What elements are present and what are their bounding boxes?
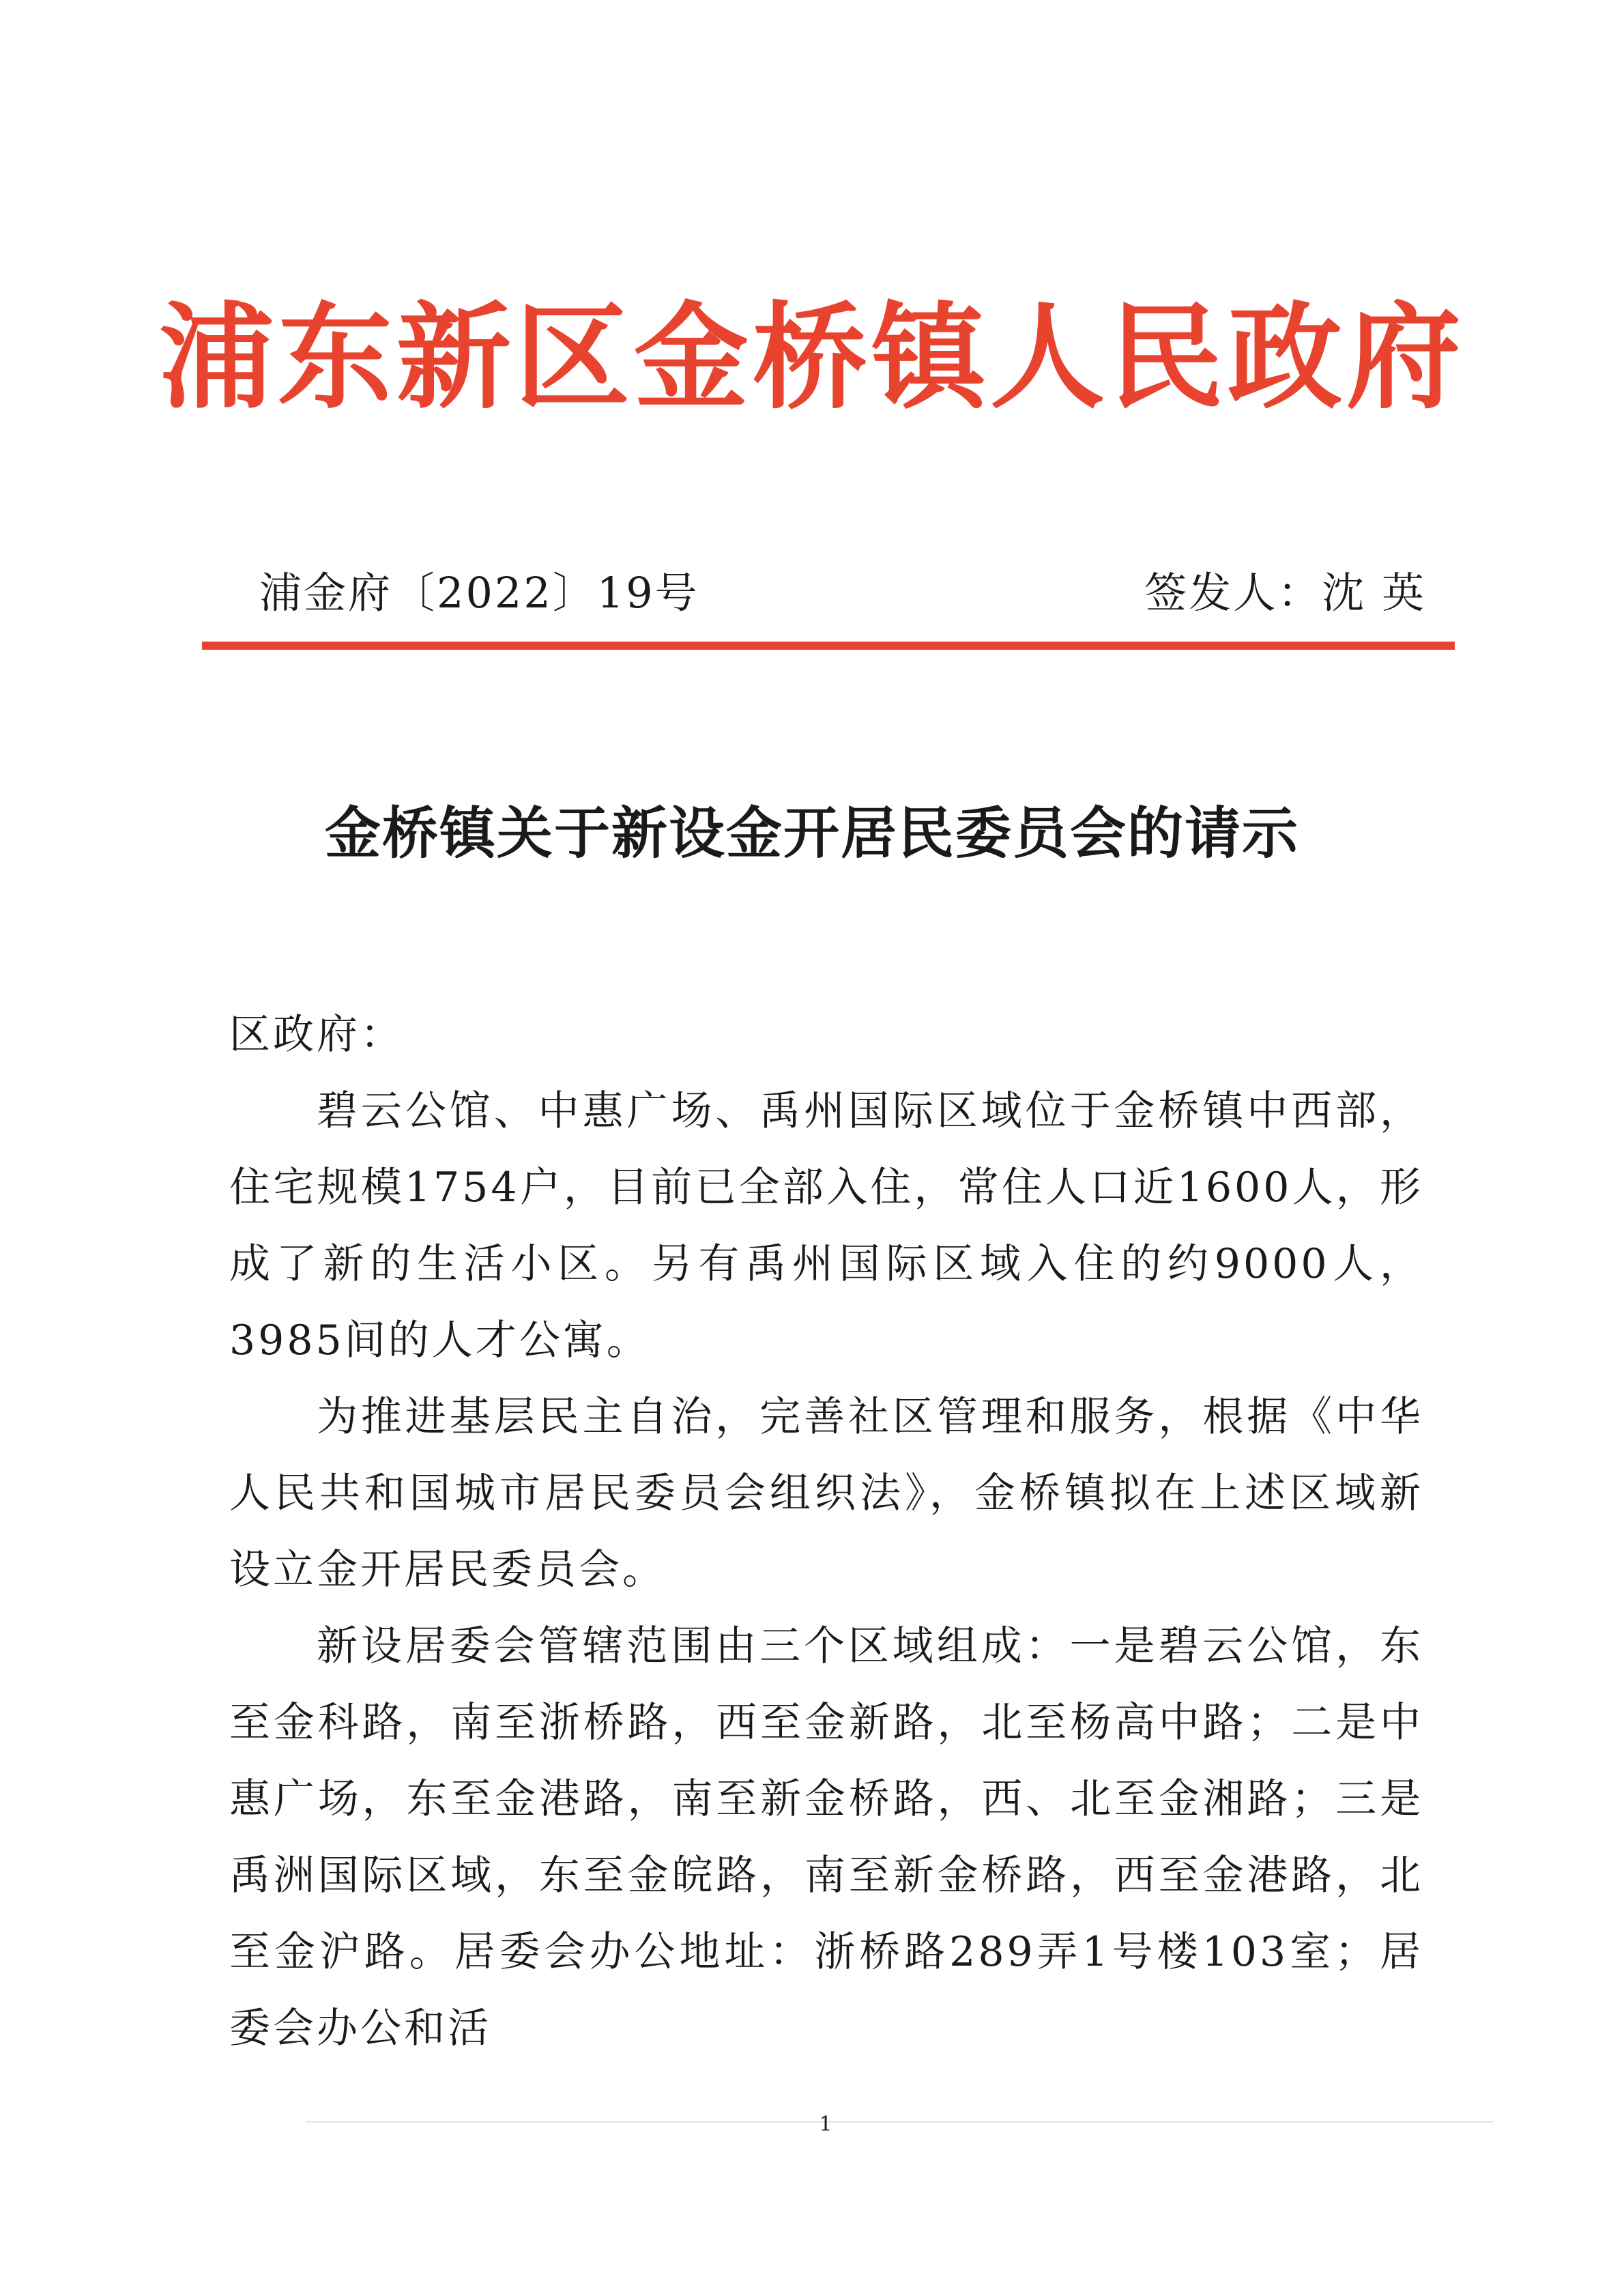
- government-header: 浦东新区金桥镇人民政府: [159, 291, 1465, 425]
- signer: 签发人：沈 英: [1144, 568, 1426, 618]
- document-body: [229, 996, 1423, 2067]
- paragraph: 为推进基层民主自治，完善社区管理和服务，根据《中华人民共和国城市居民委员会组织法》，金桥镇拟在上述区域新设立金开居民委员会。: [229, 1393, 1423, 1594]
- document-title: 金桥镇关于新设金开居民委员会的请示: [324, 801, 1299, 866]
- red-divider-line: [202, 642, 1455, 650]
- paragraph: 碧云公馆、中惠广场、禹州国际区域位于金桥镇中西部，住宅规模1754户，目前已全部入住，常住人口近1600人，形成了新的生活小区。另有禹州国际区域入住的约9000人，3985间的人才公寓。: [229, 1087, 1423, 1364]
- paragraph: 新设居委会管辖范围由三个区域组成：一是碧云公馆，东至金科路，南至浙桥路，西至金新路，北至杨高中路；二是中惠广场，东至金港路，南至新金桥路，西、北至金湘路；三是禹洲国际区域，东至金皖路，南至新金桥路，西至金港路，北至金沪路。居委会办公地址：浙桥路289弄1号楼103室；居委会办公和活: [229, 1622, 1423, 2052]
- document-number: 浦金府〔2022〕19号: [259, 568, 699, 618]
- page-number: 1: [819, 2112, 832, 2136]
- salutation: 区政府：: [229, 1011, 404, 1059]
